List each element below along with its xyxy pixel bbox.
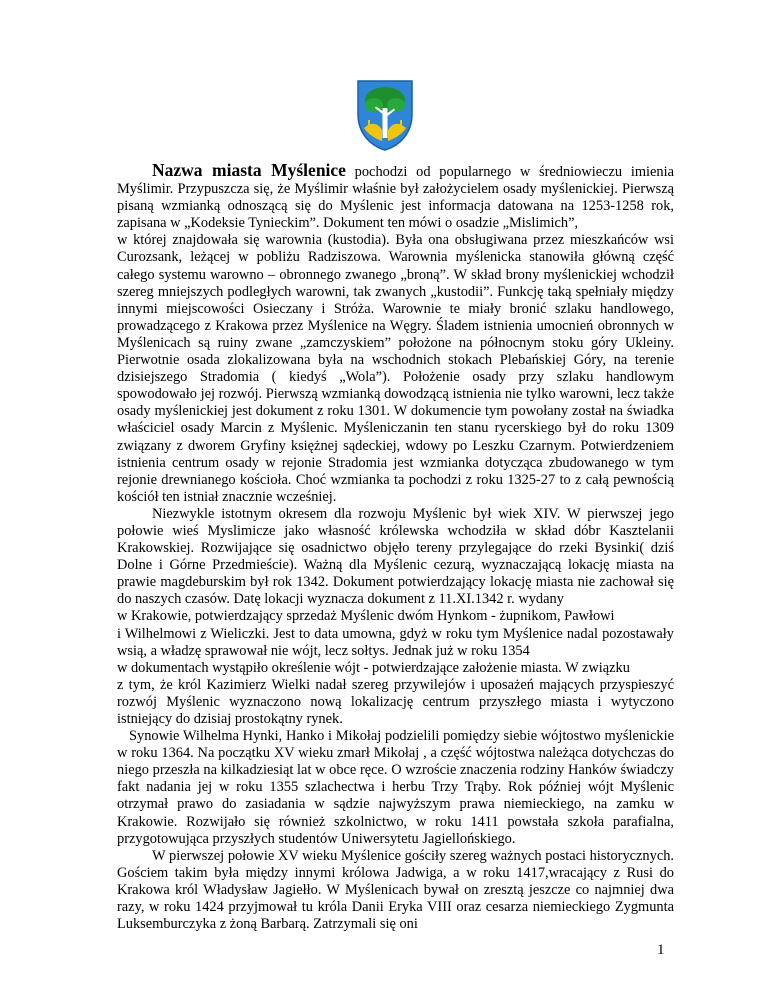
text-run: i Wilhelmowi z Wieliczki. Jest to data umowna, gdyż w roku tym Myślenice nadal pozostawały wsią, a władzę sprawował nie wójt, lecz sołtys. Jednak już w roku 1354 [117,625,674,659]
text-run: w dokumentach wystąpiło określenie wójt - potwierdzające założenie miasta. W związku [117,659,630,676]
paragraph [117,728,674,848]
paragraph [117,162,674,506]
text-run: w Krakowie, potwierdzający sprzedaż Myślenic dwóm Hynkom - żupnikom, Pawłowi [117,608,615,625]
text-run: Niezwykle istotnym okresem dla rozwoju Myślenic był wiek XIV. W pierwszej jego połowie wieś Myslimicze jako własność królewska wchodziła w skład dóbr Kasztelanii Krakowskiej. Rozwijające się osadnictwo objęło tereny przylegające do rzeki Bysinki( dziś Dolne i Górne Przedmieście). Ważną dla Myślenic cezurą, wyznaczającą lokację miasta na prawie magdeburskim był rok 1342. Dokument potwierdzający lokację miasta nie zachował się do naszych czasów. Datę lokacji wyznacza dokument z 11.XI.1342 r. wydany [117,505,674,608]
text-run: z tym, że król Kazimierz Wielki nadał szereg przywilejów i uposażeń mających przyspieszyć rozwój Myślenic wyznaczono nową lokalizację centrum przyszłego miasta i wytyczono istniejący do dzisiaj prostokątny rynek. [117,676,674,727]
body-text [117,162,674,933]
paragraph [117,506,674,728]
page-number: 1 [657,942,665,958]
text-run: w której znajdowała się warownia (kustodia). Była ona obsługiwana przez mieszkańców wsi Curozsank, leżącej w pobliżu Radziszowa. Warownia myślenicka stanowiła główną część całego systemu warowno – obronnego zwanego „broną”. W skład brony myślenickiej wchodził szereg mniejszych podległych warowni, tak zwanych „kustodii”. Funkcję taką spełniały między innymi miejscowości Osieczany i Stróża. Warownie te miały bronić szlaku handlowego, prowadzącego z Krakowa przez Myślenice na Węgry. Śladem istnienia umocnień obronnych w Myślenicach są ruiny zwane „zamczyskiem” położone na północnym stoku góry Ukleiny. Pierwotnie osada zlokalizowana była na wschodnich stokach Plebańskiej Góry, na terenie dzisiejszego Stradomia ( kiedyś „Wola”). Położenie osady przy szlaku handlowym spowodowało jej rozwój. Pierwszą wzmianką dowodzącą istnienia nie tylko warowni, lecz także osady myślenickiej jest dokument z roku 1301. W dokumencie tym powołany został na świadka właściciel osady Marcin z Myślenic. Myśleniczanin ten stanu rycerskiego był do roku 1309 związany z dworem Gryfiny księżnej sądeckiej, wdowy po Leszku Czarnym. Potwierdzeniem istnienia centrum osady w rejonie Stradomia jest wzmianka dotycząca zbudowanego w tym rejonie drewnianego kościoła. Choć wzmianka ta pochodzi z roku 1325-27 to z całą pewnością kościół ten istniał znacznie wcześniej. [117,232,674,505]
coat-of-arms-icon [355,78,415,152]
text-run: W pierwszej połowie XV wieku Myślenice gościły szereg ważnych postaci historycznych. Gościem takim była między innymi królowa Jadwiga, a w roku 1417,wracający z Rusi do Krakowa król Władysław Jagiełło. W Myślenicach bywał on zresztą jeszcze co najmniej dwa razy, w roku 1424 przyjmował tu króla Danii Eryka VIII oraz cesarza niemieckiego Zygmunta Luksemburczyka z żoną Barbarą. Zatrzymali się oni [117,847,674,933]
heading: Nazwa miasta Myślenice [152,160,346,180]
paragraph [117,848,674,933]
text-run: pochodzi od popularnego w średniowieczu imienia Myślimir. Przypuszcza się, że Myślimir właśnie był założycielem osady myślenickiej. Pierwszą pisaną wzmianką odnoszącą się do Myślenic jest informacja datowana na 1253-1258 rok, zapisana w „Kodeksie Tynieckim”. Dokument ten mówi o osadzie „Mislimich”, [117,164,674,232]
text-run: Synowie Wilhelma Hynki, Hanko i Mikołaj podzielili pomiędzy siebie wójtostwo myślenickie w roku 1364. Na początku XV wieku zmarł Mikołaj , a część wójtostwa należąca dotychczas do niego przeszła na kilkadziesiąt lat w obce ręce. O wzroście znaczenia rodziny Hanków świadczy fakt nadania jej w roku 1355 szlachectwa i herbu Trzy Trąby. Rok później wójt Myślenic otrzymał prawo do zasiadania w sądzie najwyższym prawa niemieckiego, na zamku w Krakowie. Rozwijało się również szkolnictwo, w roku 1411 powstała szkoła parafialna, przygotowująca przyszłych studentów Uniwersytetu Jagiellońskiego. [117,728,674,847]
